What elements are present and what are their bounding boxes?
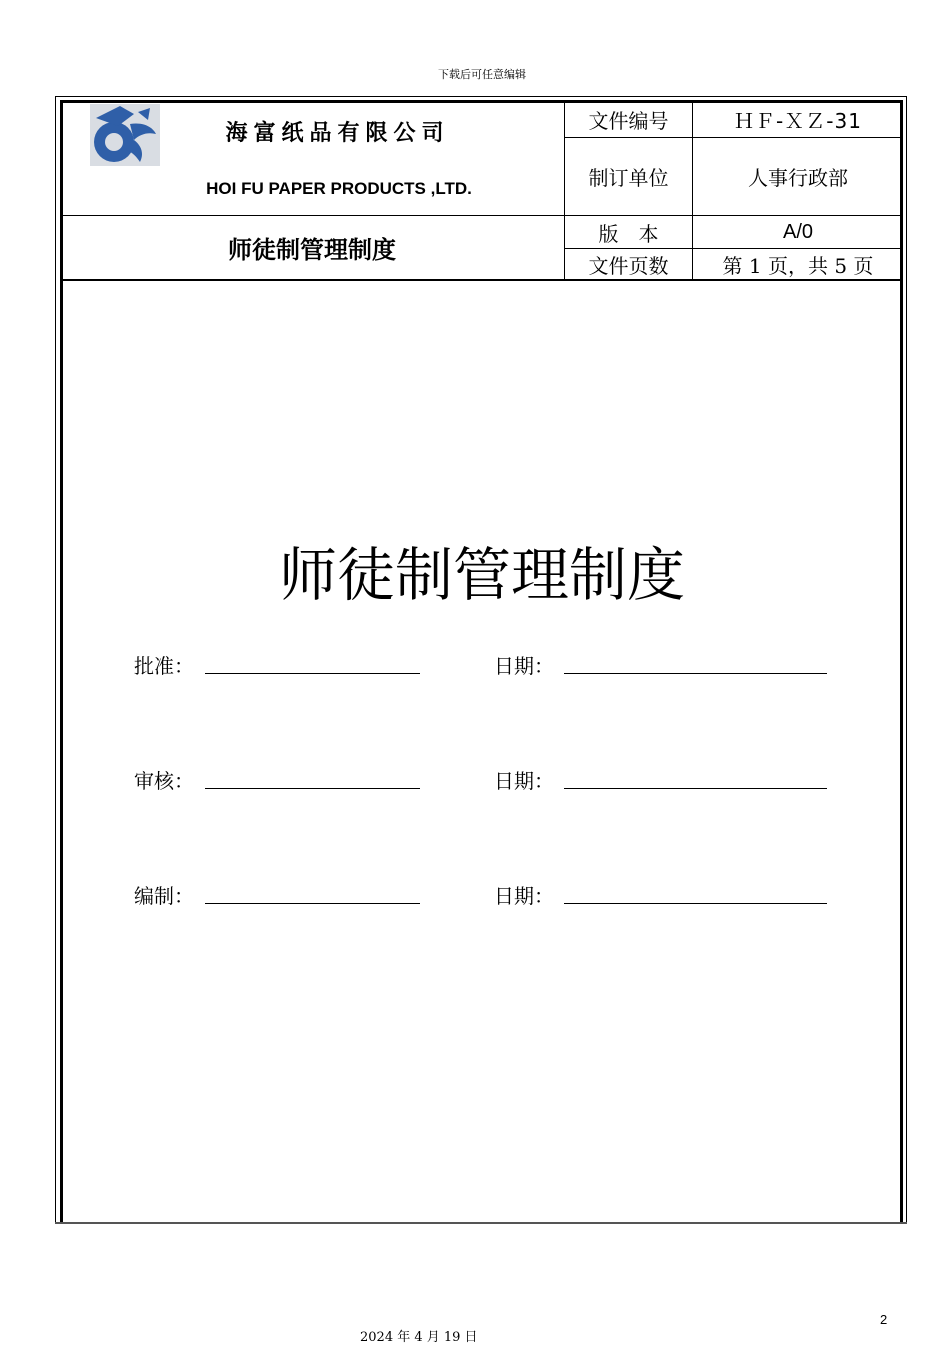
approve-line[interactable]: [205, 673, 420, 674]
approve-date-line[interactable]: [564, 673, 827, 674]
dept-label: 制订单位: [588, 166, 669, 190]
pages-value: 第 1 页，共 5 页: [722, 253, 874, 278]
compile-date-label: 日期：: [494, 884, 554, 908]
download-note: 下载后可任意编辑: [438, 68, 526, 81]
review-label: 审核：: [134, 769, 194, 793]
compile-label: 编制：: [134, 884, 194, 908]
frame-bottom-edge: [55, 1222, 907, 1224]
header-doc-title: 师徒制管理制度: [228, 236, 396, 264]
compile-date-line[interactable]: [564, 903, 827, 904]
review-date-line[interactable]: [564, 788, 827, 789]
footer-date: 2024 年 4 月 19 日: [360, 1330, 478, 1345]
company-name-en: HOI FU PAPER PRODUCTS ,LTD.: [206, 179, 472, 198]
pages-label: 文件页数: [588, 253, 669, 278]
company-name-cn: 海富纸品有限公司: [225, 121, 450, 146]
file-no-value: ＨＦ-ＸＺ-31: [734, 108, 862, 133]
company-logo-icon: [90, 104, 160, 166]
dept-value: 人事行政部: [748, 166, 848, 190]
approve-date-label: 日期：: [494, 654, 554, 678]
compile-line[interactable]: [205, 903, 420, 904]
main-title: 师徒制管理制度: [278, 541, 685, 609]
review-line[interactable]: [205, 788, 420, 789]
version-value: A/0: [782, 220, 814, 243]
page-number: 2: [880, 1312, 888, 1327]
version-label: 版 本: [598, 221, 659, 246]
file-no-label: 文件编号: [588, 108, 669, 133]
header-divider-2: [60, 279, 903, 281]
approve-label: 批准：: [134, 654, 194, 678]
review-date-label: 日期：: [494, 769, 554, 793]
